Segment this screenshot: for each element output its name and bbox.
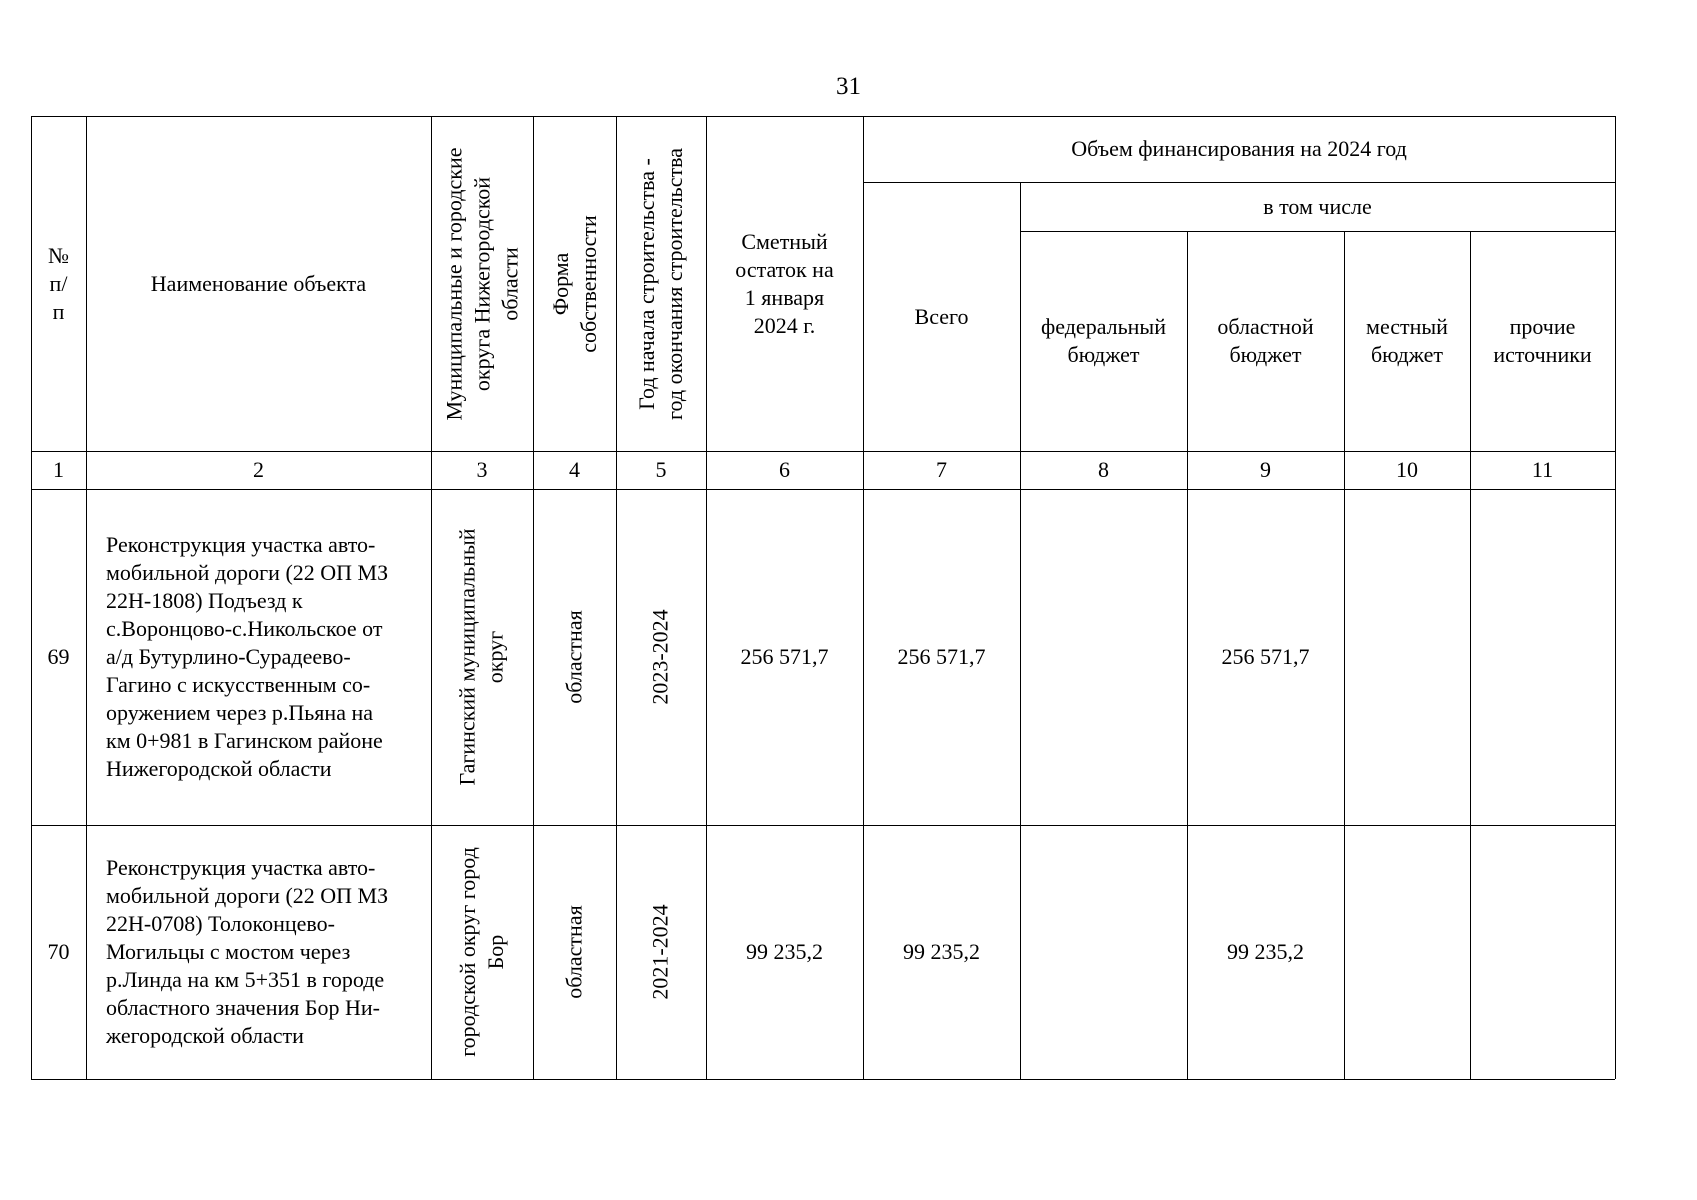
header-object-name: Наименование объекта	[150, 270, 367, 296]
object-name: Реконструкция участка авто- мобильной дороги (22 ОП МЗ 22Н-0708) Толоконцево- Могильцы с мостом через р.Линда на км 5+351 в городе областного значения Бор Ни- жегородской области	[106, 855, 389, 1048]
other-value	[1470, 825, 1615, 1079]
header-municipal: Муниципальные и городские округа Нижегородской области	[441, 147, 523, 420]
column-number: 9	[1260, 457, 1271, 482]
column-number: 1	[53, 457, 64, 482]
balance-value: 99 235,2	[746, 939, 823, 964]
ownership: областная	[561, 610, 587, 704]
ownership: областная	[561, 905, 587, 999]
header-regional: областной бюджет	[1217, 314, 1314, 367]
header-financing-group: Объем финансирования на 2024 год	[1071, 136, 1407, 161]
column-number: 2	[253, 457, 264, 482]
header-federal: федеральный бюджет	[1041, 314, 1166, 367]
total-value: 256 571,7	[897, 644, 986, 669]
federal-value	[1020, 489, 1187, 825]
municipality: Гагинский муниципальный округ	[455, 528, 508, 786]
column-number: 7	[936, 457, 947, 482]
construction-years: 2021-2024	[648, 904, 674, 1000]
header-including-group: в том числе	[1263, 193, 1372, 219]
row-number: 69	[47, 644, 70, 669]
construction-years: 2023-2024	[648, 609, 674, 705]
header-years: Год начала строительства - год окончания строительства	[634, 147, 687, 420]
regional-value: 99 235,2	[1227, 939, 1304, 964]
column-number: 8	[1098, 457, 1109, 482]
table-border-right	[1615, 116, 1616, 1079]
column-number: 4	[569, 457, 580, 482]
object-name: Реконструкция участка авто- мобильной дороги (22 ОП МЗ 22Н-1808) Подъезд к с.Воронцово-с.Никольское от а/д Бутурлино-Сурадеево- Гагино с искусственным со- оружением через р.Пьяна на км 0+981 в Гагинском районе Нижегородской области	[106, 532, 389, 781]
other-value	[1470, 489, 1615, 825]
total-value: 99 235,2	[903, 939, 980, 964]
table-border-bottom	[31, 1079, 1615, 1080]
header-local: местный бюджет	[1366, 314, 1448, 367]
local-value	[1344, 489, 1470, 825]
page-number: 31	[836, 73, 861, 100]
federal-value	[1020, 825, 1187, 1079]
column-number: 10	[1396, 457, 1418, 482]
regional-value: 256 571,7	[1221, 644, 1310, 669]
row-number: 70	[47, 939, 70, 964]
municipality: городской округ город Бор	[455, 847, 509, 1057]
header-balance: Сметный остаток на 1 января 2024 г.	[735, 228, 834, 338]
header-other: прочие источники	[1493, 314, 1592, 367]
balance-value: 256 571,7	[740, 644, 829, 669]
local-value	[1344, 825, 1470, 1079]
column-number: 11	[1531, 457, 1554, 482]
header-ownership: Форма собственности	[547, 214, 601, 353]
column-number: 3	[476, 457, 488, 482]
column-number: 5	[655, 457, 667, 482]
header-total: Всего	[914, 303, 969, 329]
header-number: № п/ п	[48, 242, 69, 324]
column-number: 6	[779, 457, 790, 482]
